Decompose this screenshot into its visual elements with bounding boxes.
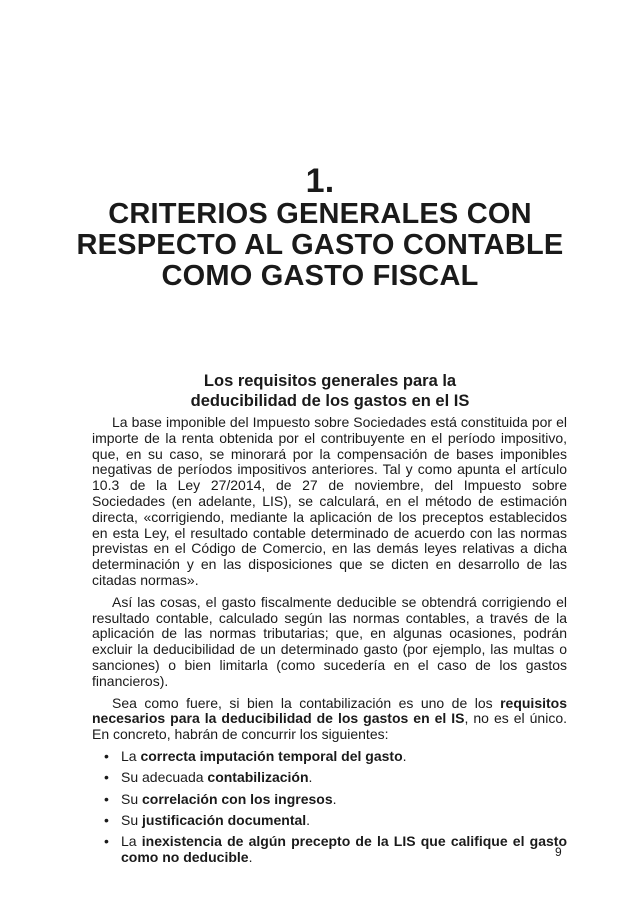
list-item-emphasis: inexistencia de algún precepto de la LIS que califique el gasto como no deducible xyxy=(121,833,567,865)
paragraph-3-text: , no es el único. En concreto, habrán de concurrir los siguientes: xyxy=(92,710,567,743)
list-item-emphasis: correlación con los ingresos xyxy=(142,790,333,807)
list-item-text: La xyxy=(121,747,141,764)
list-item xyxy=(104,833,567,866)
list-item-text: . xyxy=(402,747,407,764)
section-heading-line: Los requisitos generales para la xyxy=(203,372,457,390)
chapter-title-line: COMO GASTO FISCAL xyxy=(161,260,479,292)
bullet-icon: • xyxy=(104,769,109,786)
list-item-text: Su adecuada xyxy=(121,769,208,786)
bullet-icon: • xyxy=(104,811,109,828)
list-item-emphasis: contabilización xyxy=(207,769,309,786)
requirements-list xyxy=(92,749,567,866)
chapter-number: 1. xyxy=(305,162,335,200)
list-item-text: La xyxy=(121,833,142,850)
chapter-title xyxy=(0,199,640,292)
chapter-title-line: RESPECTO AL GASTO CONTABLE xyxy=(76,229,564,261)
bullet-icon: • xyxy=(104,833,109,850)
paragraph-3-emphasis: requisitos necesarios para la deducibilidad de los gastos en el IS xyxy=(92,694,567,727)
paragraph-2: Así las cosas, el gasto fiscalmente deducible se obtendrá corrigiendo el resultado contable, calculado según las normas contables, a través de la aplicación de las normas tributarias; que, en algunas ocasiones, podrán excluir la deducibilidad de un determinado gasto (por ejemplo, las multas o sanciones) o bien limitarla (como sucedería en el caso de los gastos financieros). xyxy=(92,593,567,689)
section-heading xyxy=(0,371,640,411)
paragraph-3 xyxy=(92,696,567,743)
body-text xyxy=(92,415,567,871)
list-item xyxy=(104,790,567,808)
chapter-title-line: CRITERIOS GENERALES CON xyxy=(108,198,532,230)
list-item xyxy=(104,747,567,765)
list-item xyxy=(104,769,567,786)
bullet-icon: • xyxy=(104,747,109,764)
list-item-emphasis: correcta imputación temporal del gasto xyxy=(140,747,403,764)
list-item-text: . xyxy=(332,790,337,807)
list-item-text: . xyxy=(306,811,311,828)
page-number: 9 xyxy=(555,845,562,859)
bullet-icon: • xyxy=(104,790,109,807)
paragraph-3-text: Sea como fuere, si bien la contabilización es uno de los xyxy=(112,694,501,711)
list-item-text: . xyxy=(308,769,313,786)
list-item-text: . xyxy=(248,848,253,865)
section-heading-line: deducibilidad de los gastos en el IS xyxy=(190,392,470,410)
list-item xyxy=(104,811,567,829)
list-item-text: Su xyxy=(121,811,143,828)
paragraph-1: La base imponible del Impuesto sobre Sociedades está constituida por el importe de la renta obtenida por el contribuyente en el período impositivo, que, en su caso, se minorará por la compensación de bases imponibles negativas de períodos impositivos anteriores. Tal y como apunta el artículo 10.3 de la Ley 27/2014, de 27 de noviembre, del Impuesto sobre Sociedades (en adelante, LIS), se calculará, en el método de estimación directa, «corrigiendo, mediante la aplicación de los preceptos establecidos en esta Ley, el resultado contable determinado de acuerdo con las normas previstas en el Código de Comercio, en las demás leyes relativas a dicha determinación y en las disposiciones que se dicten en desarrollo de las citadas normas». xyxy=(92,414,567,588)
list-item-text: Su xyxy=(121,790,143,807)
list-item-emphasis: justificación documental xyxy=(142,811,307,828)
